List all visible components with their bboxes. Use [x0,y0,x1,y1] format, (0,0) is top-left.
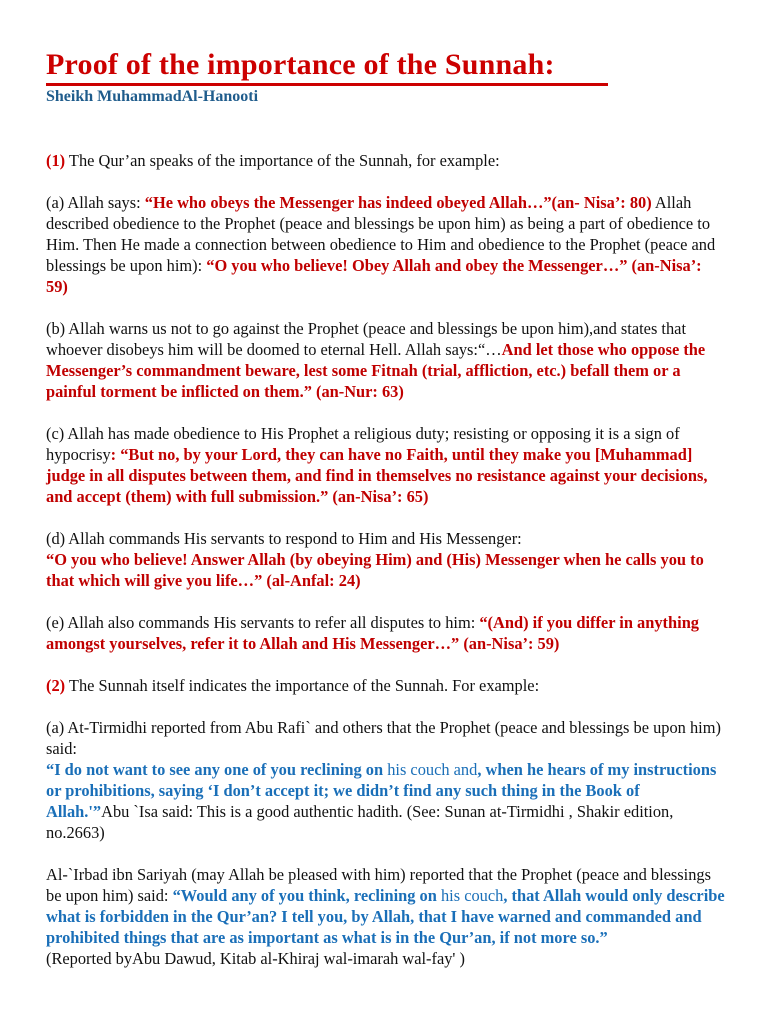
quran-quote: “O you who believe! Obey Allah and obey the Messenger…” (an-Nisa’: 59) [46,256,702,296]
hadith-quote: , when he hears of my instructions or prohibitions, saying ‘I don’t accept it; we didn’t find any such thing in the Book of Allah.'” [46,760,717,821]
paragraph-text: Allah described obedience to the Prophet (peace and blessings be upon him) as being a part of obedience to Him. Then He made a connection between obedience to Him and obedience to the Prophet (peace and blessings be upon him): [46,193,716,275]
author-line: Sheikh MuhammadAl-Hanooti [46,88,259,105]
section-2-heading [46,675,726,696]
section-number: (1) [46,151,66,170]
paragraph-text: Al-`Irbad ibn Sariyah (may Allah be pleased with him) reported that the Prophet (peace and blessings be upon him) said: [46,865,711,905]
paragraph-d [46,528,726,591]
paragraph-b [46,318,726,402]
quran-quote: “(And) if you differ in anything amongst yourselves, refer it to Allah and His Messenger…” (an-Nisa’: 59) [46,613,700,653]
section-number: (2) [46,676,66,695]
section-lead: The Qur’an speaks of the importance of the Sunnah, for example: [65,151,500,170]
quran-quote: : “But no, by your Lord, they can have no Faith, until they make you [Muhammad] judge in all disputes between them, and find in themselves no resistance against your decisions, and accept (them) with full submission.” (an-Nisa’: 65) [46,445,708,506]
paragraph-text: (d) Allah commands His servants to respond to Him and His Messenger: [46,529,522,548]
paragraph-a [46,192,726,297]
hadith-quote: , that Allah would only describe what is forbidden in the Qur’an? I tell you, by Allah, that I have warned and commanded and prohibited things that are as important as what is in the Qur’an, if not more so.” [46,886,725,947]
quran-quote: “He who obeys the Messenger has indeed obeyed Allah…”(an- Nisa’: 80) [144,193,652,212]
paragraph-text: (b) Allah warns us not to go against the Prophet (peace and blessings be upon him),and states that whoever disobeys him will be doomed to eternal Hell. Allah says:“… [46,319,687,359]
paragraph-hadith-a [46,717,726,843]
paragraph-text: (a) At-Tirmidhi reported from Abu Rafi` and others that the Prophet (peace and blessings be upon him) said: [46,718,721,758]
document-body [46,150,726,990]
hadith-quote-plain: his couch and [387,760,478,779]
paragraph-irbad [46,864,726,969]
title-underline [46,83,608,86]
section-lead: The Sunnah itself indicates the importance of the Sunnah. For example: [65,676,540,695]
paragraph-text: (a) Allah says: [46,193,145,212]
paragraph-text: Abu `Isa said: This is a good authentic hadith. (See: Sunan at-Tirmidhi , Shakir edition, no.2663) [46,802,674,842]
paragraph-e [46,612,726,654]
hadith-quote-plain: his couch [440,886,504,905]
paragraph-c [46,423,726,507]
paragraph-text: (e) Allah also commands His servants to refer all disputes to him: [46,613,480,632]
paragraph-text: (c) Allah has made obedience to His Prophet a religious duty; resisting or opposing it is a sign of hypocrisy [46,424,680,464]
reference-text: (Reported byAbu Dawud, Kitab al-Khiraj wal-imarah wal-fay' ) [46,949,465,968]
hadith-quote: “Would any of you think, reclining on [172,886,441,905]
quran-quote: And let those who oppose the Messenger’s commandment beware, lest some Fitnah (trial, affliction, etc.) befall them or a painful torment be inflicted on them.” (an-Nur: 63) [46,340,706,401]
section-1-heading [46,150,726,171]
hadith-quote: “I do not want to see any one of you reclining on [46,760,388,779]
quran-quote: “O you who believe! Answer Allah (by obeying Him) and (His) Messenger when he calls you to that which will give you life…” (al-Anfal: 24) [46,550,704,590]
page-title: Proof of the importance of the Sunnah: [46,48,555,81]
